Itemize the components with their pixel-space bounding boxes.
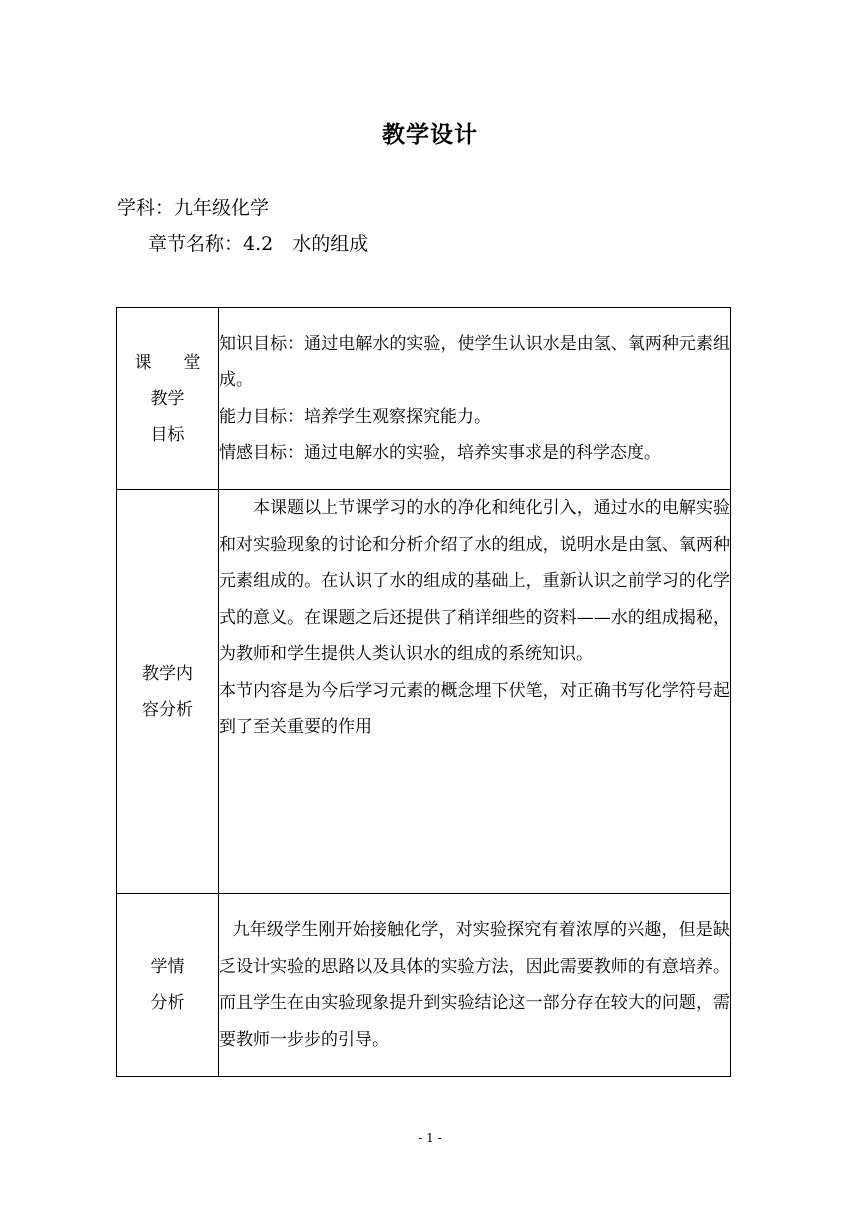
label-line: 分析	[150, 993, 185, 1013]
row-label-student-analysis	[117, 894, 219, 1077]
document-title: 教学设计	[382, 122, 478, 148]
row-content-content-analysis	[219, 490, 731, 894]
lesson-plan-table	[116, 307, 731, 1077]
chapter-line: 章节名称：4.2 水的组成	[148, 233, 369, 255]
row-label-content-analysis	[117, 490, 219, 894]
label-line: 教学内	[142, 663, 193, 684]
row-label-objectives	[117, 308, 233, 490]
row-content-objectives	[219, 308, 731, 490]
label-line: 目标	[150, 424, 185, 445]
row-content-student-analysis	[219, 894, 731, 1077]
ability-objective: 能力目标：培养学生观察探究能力。	[219, 406, 491, 427]
label-line: 教学	[150, 388, 185, 409]
page-number: - 1 -	[418, 1131, 442, 1145]
label-line: 课堂	[134, 352, 233, 373]
table-row-student-analysis	[117, 894, 731, 1077]
knowledge-objective: 知识目标：通过电解水的实验，使学生认识水是由氢、氧两种元素组成。	[219, 333, 730, 390]
table-row-objectives	[117, 308, 731, 490]
content-analysis-paragraph: 本节内容是为今后学习元素的概念埋下伏笔，对正确书写化学符号起到了至关重要的作用	[219, 680, 730, 737]
table-row-content-analysis	[117, 490, 731, 894]
subject-line: 学科：九年级化学	[117, 197, 270, 219]
emotion-objective: 情感目标：通过电解水的实验，培养实事求是的科学态度。	[219, 443, 661, 463]
label-line: 容分析	[142, 699, 193, 720]
content-analysis-paragraph: 本课题以上节课学习的水的净化和纯化引入，通过水的电解实验和对实验现象的讨论和分析介绍了水的组成，说明水是由氢、氧两种元素组成的。在认识了水的组成的基础上，重新认识之前学习的化学式的意义。在课题之后还提供了稍详细些的资料——水的组成揭秘，为教师和学生提供人类认识水的组成的系统知识。	[219, 498, 730, 664]
student-analysis-paragraph: 九年级学生刚开始接触化学，对实验探究有着浓厚的兴趣，但是缺乏设计实验的思路以及具体的实验方法，因此需要教师的有意培养。而且学生在由实验现象提升到实验结论这一部分存在较大的问题，需要教师一步步的引导。	[219, 920, 730, 1050]
label-line: 学情	[150, 957, 185, 977]
